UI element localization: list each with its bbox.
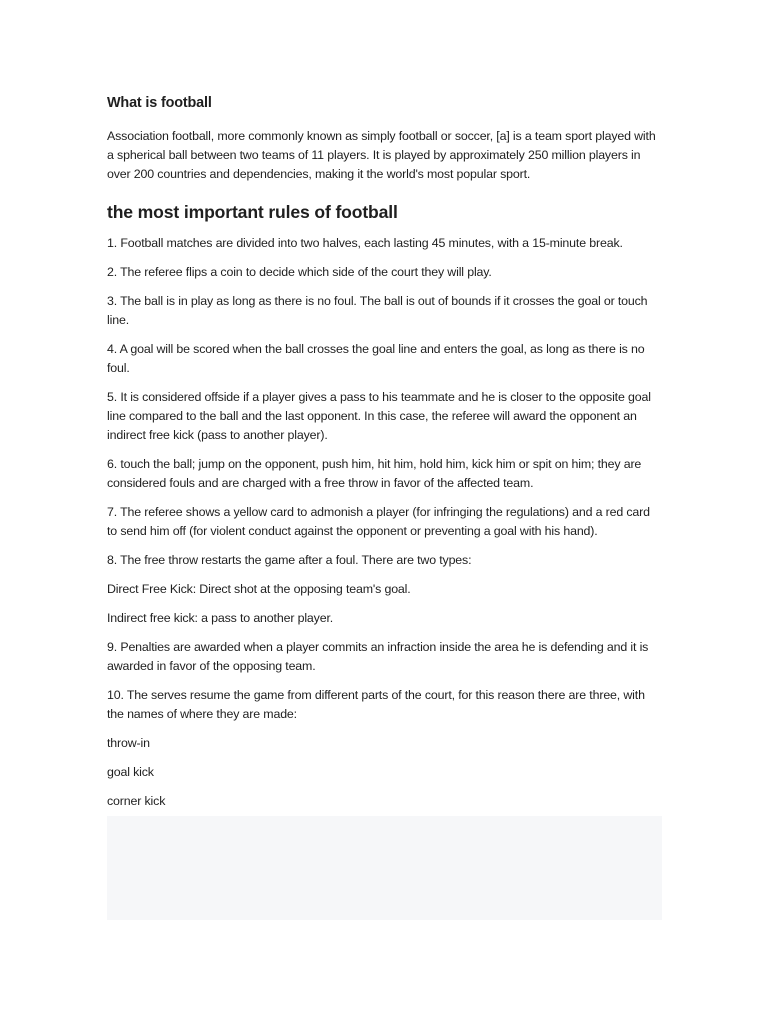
document-body <box>107 94 663 811</box>
rule-1: 1. Football matches are divided into two halves, each lasting 45 minutes, with a 15-minute break. <box>107 236 623 250</box>
rule-5: 5. It is considered offside if a player gives a pass to his teammate and he is closer to the opposite goal line compared to the ball and the last opponent. In this case, the referee will award the opponent an indirect free kick (pass to another player). <box>107 390 651 442</box>
heading-what-is-football: What is football <box>107 95 212 111</box>
image-placeholder <box>107 816 662 920</box>
rule-8-direct-free-kick: Direct Free Kick: Direct shot at the opposing team's goal. <box>107 582 411 596</box>
rule-6: 6. touch the ball; jump on the opponent, push him, hit him, hold him, kick him or spit on him; they are considered fouls and are charged with a free throw in favor of the affected team. <box>107 457 642 490</box>
heading-rules: the most important rules of football <box>107 202 398 222</box>
rule-10: 10. The serves resume the game from different parts of the court, for this reason there are three, with the names of where they are made: <box>107 688 645 721</box>
rule-3: 3. The ball is in play as long as there is no foul. The ball is out of bounds if it crosses the goal or touch line. <box>107 294 648 327</box>
rule-9: 9. Penalties are awarded when a player commits an infraction inside the area he is defending and it is awarded in favor of the opposing team. <box>107 640 649 673</box>
rule-10-corner-kick: corner kick <box>107 794 166 808</box>
intro-paragraph: Association football, more commonly known as simply football or soccer, [a] is a team sport played with a spherical ball between two teams of 11 players. It is played by approximately 250 million players in over 200 countries and dependencies, making it the world's most popular sport. <box>107 129 656 181</box>
rule-10-goal-kick: goal kick <box>107 765 154 779</box>
rule-8: 8. The free throw restarts the game after a foul. There are two types: <box>107 553 472 567</box>
rule-4: 4. A goal will be scored when the ball crosses the goal line and enters the goal, as long as there is no foul. <box>107 342 645 375</box>
rule-10-throw-in: throw-in <box>107 736 150 750</box>
rule-2: 2. The referee flips a coin to decide which side of the court they will play. <box>107 265 492 279</box>
rule-7: 7. The referee shows a yellow card to admonish a player (for infringing the regulations) and a red card to send him off (for violent conduct against the opponent or preventing a goal with his hand). <box>107 505 650 538</box>
rule-8-indirect-free-kick: Indirect free kick: a pass to another player. <box>107 611 334 625</box>
